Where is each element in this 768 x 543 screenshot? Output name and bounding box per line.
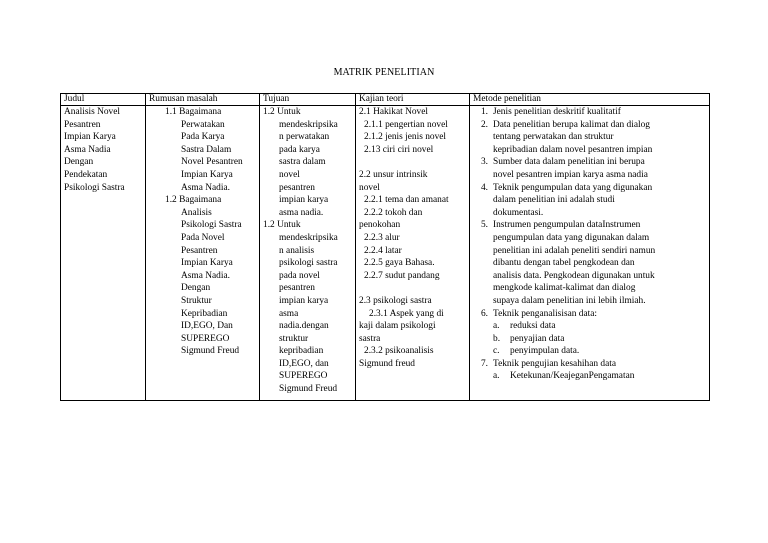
tujuan-line: impian karya <box>279 295 329 306</box>
judul-line: Psikologi Sastra <box>64 182 125 193</box>
header-judul: Judul <box>61 94 146 106</box>
metode-item-7: 7. Teknik pengujian kesahihan data <box>480 358 617 369</box>
kajian-subitem-cont: Sigmund freud <box>359 358 415 369</box>
cell-metode-penelitian <box>470 106 710 401</box>
rumusan-line: Dengan <box>181 283 211 294</box>
metode-item-3: 3. Sumber data dalam penelitian ini berupa <box>480 157 645 168</box>
rumusan-line: Analisis <box>181 207 212 218</box>
kajian-subitem: 2.1.1 pengertian novel <box>364 119 448 130</box>
metode-subitem: a. reduksi data <box>493 321 556 332</box>
kajian-section-heading: 2.3 psikologi sastra <box>359 295 432 306</box>
tujuan-line: n analisis <box>279 245 315 256</box>
cell-rumusan-masalah <box>146 106 260 401</box>
tujuan-line: pesantren <box>279 182 315 193</box>
tujuan-line: asma nadia. <box>279 207 324 218</box>
rumusan-line: Kepribadian <box>181 308 228 319</box>
metode-line: kepribadian dalam novel pesantren impian <box>493 144 653 155</box>
judul-line: Impian Karya <box>64 132 116 143</box>
metode-subitem: a. Ketekunan/KeajeganPengamatan <box>493 371 635 382</box>
kajian-subitem: 2.2.5 gaya Bahasa. <box>364 258 435 269</box>
metode-subitem: b. penyajian data <box>493 333 565 344</box>
judul-line: Pesantren <box>64 119 101 130</box>
judul-line: Asma Nadia <box>64 144 111 155</box>
rumusan-line: Novel Pesantren <box>181 157 243 168</box>
tujuan-line: struktur <box>279 333 309 344</box>
rumusan-item-1-1: 1.1 Bagaimana <box>165 107 222 117</box>
rumusan-line: Sigmund Freud <box>181 346 240 357</box>
header-rumusan-masalah: Rumusan masalah <box>146 94 260 106</box>
metode-item-6: 6. Teknik penganalisisan data: <box>480 308 597 319</box>
rumusan-line: Impian Karya <box>181 258 233 269</box>
judul-line: Analisis Novel <box>64 107 120 117</box>
metode-item-5: 5. Instrumen pengumpulan dataInstrumen <box>480 220 641 231</box>
tujuan-line: mendeskripsika <box>279 232 338 243</box>
metode-line: supaya dalam penelitian ini lebih ilmiah. <box>493 295 646 306</box>
rumusan-line: Perwatakan <box>181 119 225 130</box>
metode-item-4: 4. Teknik pengumpulan data yang digunakan <box>480 182 653 193</box>
rumusan-item-1-2: 1.2 Bagaimana <box>165 195 222 206</box>
tujuan-line: pesantren <box>279 283 315 294</box>
rumusan-line: ID,EGO, Dan <box>181 321 233 332</box>
tujuan-line: SUPEREGO <box>279 371 328 382</box>
kajian-subitem: 2.2.2 tokoh dan <box>364 207 423 218</box>
tujuan-line: n perwatakan <box>279 132 330 143</box>
kajian-subitem: 2.2.1 tema dan amanat <box>364 195 449 206</box>
spacer <box>359 156 466 169</box>
table-row <box>61 106 710 401</box>
rumusan-line: Asma Nadia. <box>181 182 230 193</box>
rumusan-line: Pada Karya <box>181 132 225 143</box>
document-title: MATRIK PENELITIAN <box>333 67 435 78</box>
tujuan-line: pada karya <box>279 144 320 155</box>
kajian-subitem: 2.1.2 jenis jenis novel <box>364 132 447 143</box>
metode-line: mengkode kalimat-kalimat dan dialog <box>493 283 636 294</box>
tujuan-line: nadia.dengan <box>279 321 329 332</box>
metode-line: tentang perwatakan dan struktur <box>493 132 614 143</box>
kajian-subitem: 2.2.3 alur <box>364 232 400 243</box>
tujuan-line: kepribadian <box>279 346 324 357</box>
header-kajian-teori: Kajian teori <box>356 94 470 106</box>
tujuan-item-2: 1.2 Untuk <box>263 220 301 231</box>
header-tujuan: Tujuan <box>260 94 356 106</box>
kajian-section-heading: 2.2 unsur intrinsik <box>359 169 428 180</box>
kajian-subitem: 2.3.2 psikoanalisis <box>364 346 434 357</box>
metode-line: pengumpulan data yang digunakan dalam <box>493 232 650 243</box>
rumusan-line: Pesantren <box>181 245 218 256</box>
kajian-subitem: 2.2.4 latar <box>364 245 402 256</box>
metode-line: dibantu dengan tabel pengkodean dan <box>493 258 635 269</box>
kajian-subitem: 2.13 ciri ciri novel <box>364 144 434 155</box>
tujuan-item-1: 1.2 Untuk <box>263 107 301 117</box>
judul-line: Pendekatan <box>64 169 108 180</box>
cell-tujuan <box>260 106 356 401</box>
tujuan-line: novel <box>279 169 300 180</box>
kajian-subitem: 2.2.7 sudut pandang <box>364 270 440 281</box>
metode-line: dalam penelitian ini adalah studi <box>493 195 615 206</box>
kajian-section-heading-cont: novel <box>359 182 380 193</box>
kajian-subitem-cont: sastra <box>359 333 381 344</box>
rumusan-line: SUPEREGO <box>181 333 230 344</box>
kajian-section-heading: 2.1 Hakikat Novel <box>359 107 428 117</box>
rumusan-line: Sastra Dalam <box>181 144 232 155</box>
metode-subitem: c. penyimpulan data. <box>493 346 580 357</box>
cell-kajian-teori <box>356 106 470 401</box>
tujuan-line: sastra dalam <box>279 157 326 168</box>
metode-item-1: 1. Jenis penelitian deskritif kualitatif <box>480 107 621 117</box>
kajian-subitem-cont: penokohan <box>359 220 401 231</box>
rumusan-line: Struktur <box>181 295 212 306</box>
tujuan-line: mendeskripsika <box>279 119 338 130</box>
metode-line: analisis data. Pengkodean digunakan untuk <box>493 270 655 281</box>
rumusan-line: Impian Karya <box>181 169 233 180</box>
kajian-subitem: 2.3.1 Aspek yang di <box>369 308 444 319</box>
tujuan-line: pada novel <box>279 270 320 281</box>
kajian-subitem-cont: kaji dalam psikologi <box>359 321 436 332</box>
cell-judul <box>61 106 146 401</box>
tujuan-line: impian karya <box>279 195 329 206</box>
rumusan-line: Pada Novel <box>181 232 225 243</box>
tujuan-line: Sigmund Freud <box>279 384 338 395</box>
metode-line: penelitian ini adalah peneliti sendiri namun <box>493 245 656 256</box>
research-matrix-table <box>60 93 710 401</box>
tujuan-line: psikologi sastra <box>279 258 338 269</box>
tujuan-line: asma <box>279 308 299 319</box>
metode-line: novel pesantren impian karya asma nadia <box>493 169 648 180</box>
judul-line: Dengan <box>64 157 94 168</box>
spacer <box>359 282 466 295</box>
rumusan-line: Psikologi Sastra <box>181 220 242 231</box>
header-metode-penelitian: Metode penelitian <box>470 94 710 106</box>
tujuan-line: ID,EGO, dan <box>279 358 329 369</box>
rumusan-line: Asma Nadia. <box>181 270 230 281</box>
table-header-row <box>61 94 710 106</box>
metode-item-2: 2. Data penelitian berupa kalimat dan dialog <box>480 119 650 130</box>
metode-line: dokumentasi. <box>493 207 544 218</box>
